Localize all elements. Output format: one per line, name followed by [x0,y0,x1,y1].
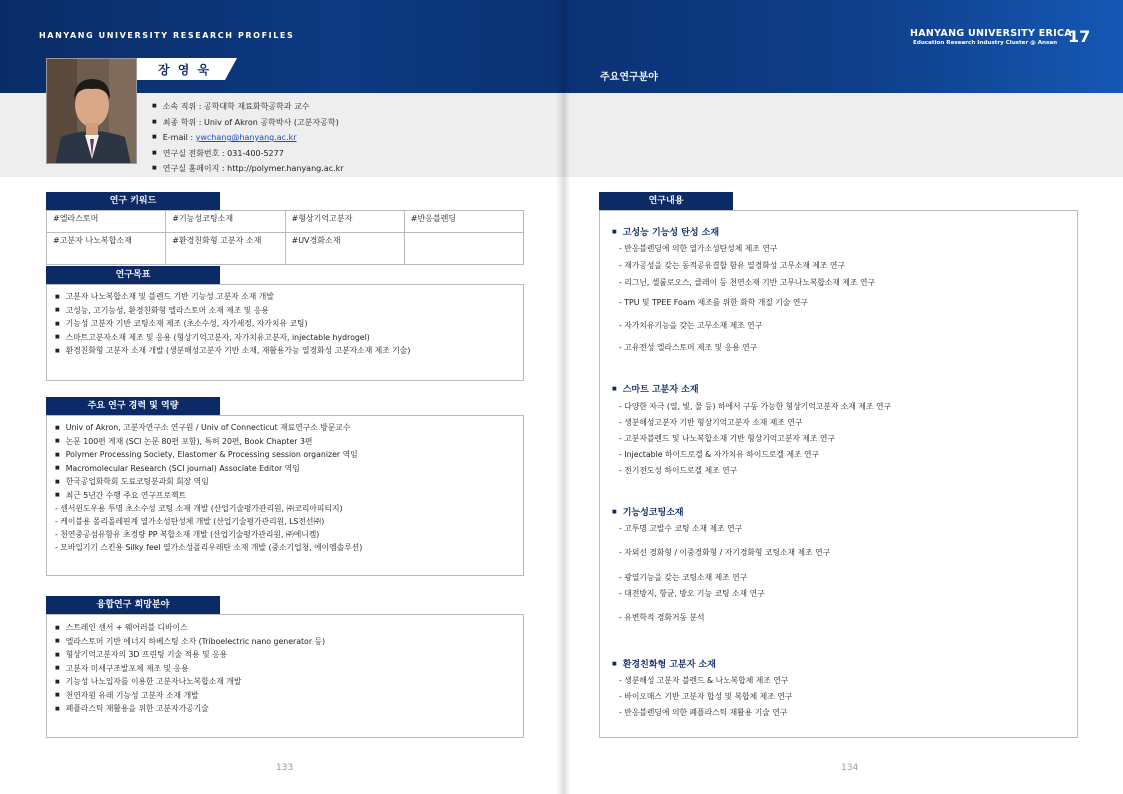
profile-email: ■ E-mail : ywchang@hanyang.ac.kr [152,130,344,146]
keywords-table [46,210,524,265]
keyword-cell [404,233,523,265]
topic-item: - 생분해성 고분자 블렌드 & 나노복합체 제조 연구 [619,676,789,685]
collab-list [55,621,515,716]
keyword-cell: #반응블렌딩 [404,211,523,233]
list-item: ■ 스트레인 센서 + 웨어러블 디바이스 [55,621,515,635]
topic-item: - 고투명 고발수 코팅 소재 제조 연구 [619,524,743,533]
list-item: ■ Polymer Processing Society, Elastomer & Processing session organizer 역임 [55,448,515,462]
keyword-cell: #UV경화소재 [285,233,404,265]
brand-name: HANYANG UNIVERSITY ERICA [910,28,1072,39]
topic-item: - 광열기능을 갖는 코팅소재 제조 연구 [619,573,748,582]
content-label: 연구내용 [599,192,733,210]
career-label: 주요 연구 경력 및 역량 [46,397,220,415]
topic-title: ■ 기능성코팅소재 [612,505,684,518]
table-row [47,211,524,233]
brand-number: 17 [1068,27,1091,46]
topic-item: - 바이오매스 기반 고분자 합성 및 복합체 제조 연구 [619,692,793,701]
right-page [562,0,1123,794]
topic-item: - 반응블렌딩에 의한 폐플라스틱 재활용 기술 연구 [619,708,788,717]
list-item: ■ 형상기억고분자의 3D 프린팅 기술 적용 및 응용 [55,648,515,662]
profile-degree: ■ 최종 학위 : Univ of Akron 공학박사 (고분자공학) [152,115,344,131]
topic-title: ■ 스마트 고분자 소재 [612,382,699,395]
keywords-label: 연구 키워드 [46,192,220,210]
list-item: ■ 논문 100편 게재 (SCI 논문 80편 포함), 특허 20편, Book Chapter 3편 [55,435,515,449]
topic-item: - 고유전성 엘라스토머 제조 및 응용 연구 [619,343,758,352]
brand-tagline: Education Research Industry Cluster @ Ansan [913,40,1058,46]
topic-title: ■ 환경친화형 고분자 소재 [612,657,716,670]
goals-list [55,290,515,358]
keyword-cell: #형상기억고분자 [285,211,404,233]
list-item: ■ 기능성 나노입자를 이용한 고분자나노복합소재 개발 [55,675,515,689]
right-band [562,93,1123,177]
topic-item: - 생분해성고분자 기반 형상기억고분자 소재 제조 연구 [619,418,803,427]
list-item: ■ 고분자 나노복합소재 및 블렌드 기반 기능성 고분자 소재 개발 [55,290,515,304]
keyword-cell: #환경친화형 고분자 소재 [166,233,285,265]
topic-title: ■ 고성능 기능성 탄성 소재 [612,225,719,238]
keyword-cell: #엘라스토머 [47,211,166,233]
topic-item: - 자외선 경화형 / 이중경화형 / 자기경화형 코팅소재 제조 연구 [619,548,831,557]
topic-item: - 리그닌, 셀룰로오스, 클레이 등 천연소재 기반 고무나노복합소재 제조 연구 [619,278,876,287]
topic-item: - 반응블렌딩에 의한 열가소성탄성체 제조 연구 [619,244,778,253]
topic-item: - 유변학적 경화거동 분석 [619,613,705,622]
career-list [55,421,515,554]
goals-label: 연구목표 [46,266,220,284]
profile-phone: ■ 연구실 전화번호 : 031-400-5277 [152,146,344,162]
topic-item: - Injectable 하이드로겔 & 자가치유 하이드로겔 제조 연구 [619,450,820,459]
project-item: - 모바일기기 스킨용 Silky feel 열가소성폴리우레탄 소재 개발 (중소기업청, 에이엠솔루션) [55,543,363,552]
keyword-cell: #고분자 나노복합소재 [47,233,166,265]
list-item: ■ 천연자원 유래 기능성 고분자 소재 개발 [55,689,515,703]
collab-box [46,614,524,738]
email-link[interactable]: ywchang@hanyang.ac.kr [195,133,297,142]
page-number-left: 133 [276,763,294,773]
list-item: ■ 한국공업화학회 도료코팅분과회 회장 역임 [55,475,515,489]
list-item: ■ Macromolecular Research (SCI journal) Associate Editor 역임 [55,462,515,476]
header-title: HANYANG UNIVERSITY RESEARCH PROFILES [39,31,295,40]
goals-box [46,284,524,381]
list-item: ■ Univ of Akron, 고분자연구소 연구원 / Univ of Connecticut 재료연구소 방문교수 [55,421,515,435]
topic-item: - 재가공성을 갖는 동적공유결합 함유 열경화성 고무소재 제조 연구 [619,261,845,270]
collab-label: 융합연구 희망분야 [46,596,220,614]
keyword-cell: #기능성코팅소재 [166,211,285,233]
right-header [562,0,1123,93]
list-item: ■ 환경친화형 고분자 소재 개발 (생분해성고분자 기반 소재, 재활용가능 열경화성 고분자소재 제조 기술) [55,344,515,358]
table-row [47,233,524,265]
professor-name: 장 영 욱 [158,63,212,77]
profile-photo [46,58,137,164]
list-item: ■ 기능성 고분자 기반 코팅소재 제조 (초소수성, 자가세정, 자가치유 코팅) [55,317,515,331]
topic-item: - 자가치유기능을 갖는 고무소재 제조 연구 [619,321,763,330]
list-item: ■ 스마트고분자소재 제조 및 응용 (형상기억고분자, 자가치유고분자, injectable hydrogel) [55,331,515,345]
page-number-right: 134 [841,763,859,773]
list-item: ■ 최근 5년간 수행 주요 연구프로젝트 [55,489,515,503]
topic-item: - 전기전도성 하이드로겔 제조 연구 [619,466,738,475]
topic-item: - 대전방지, 항균, 방오 기능 코팅 소재 연구 [619,589,765,598]
list-item: ■ 고분자 미세구조발포체 제조 및 응용 [55,662,515,676]
profile-position: ■ 소속 직위 : 공학대학 재료화학공학과 교수 [152,99,344,115]
topic-item: - 다양한 자극 (열, 빛, 물 등) 하에서 구동 가능한 형상기억고분자 소재 제조 연구 [619,402,892,411]
project-item: - 천연중공섬유함유 초경량 PP 복합소재 개발 (산업기술평가관리원, ㈜에니켐) [55,530,320,539]
project-item: - 케이블용 폴리올레핀계 열가소성탄성체 개발 (산업기술평가관리원, LS전선㈜) [55,517,325,526]
profile-homepage: ■ 연구실 홈페이지 : http://polymer.hanyang.ac.kr [152,161,344,177]
list-item: ■ 엘라스토머 기반 에너지 하베스팅 소자 (Triboelectric nano generator 등) [55,635,515,649]
book-spine-shadow [556,0,570,794]
list-item: ■ 고성능, 고기능성, 환경친화형 엘라스토머 소재 제조 및 응용 [55,304,515,318]
list-item: ■ 폐플라스틱 재활용을 위한 고분자가공기술 [55,702,515,716]
profile-info-list [152,99,344,177]
section-title: 주요연구분야 [600,72,658,83]
topic-item: - 고분자블렌드 및 나노복합소재 기반 형상기억고분자 제조 연구 [619,434,835,443]
career-box [46,415,524,576]
topic-item: - TPU 및 TPEE Foam 제조를 위한 화학 개질 기술 연구 [619,298,808,307]
project-item: - 센서윈도우용 투명 초소수성 코팅 소재 개발 (산업기술평가관리원, ㈜코리아피티지) [55,504,343,513]
